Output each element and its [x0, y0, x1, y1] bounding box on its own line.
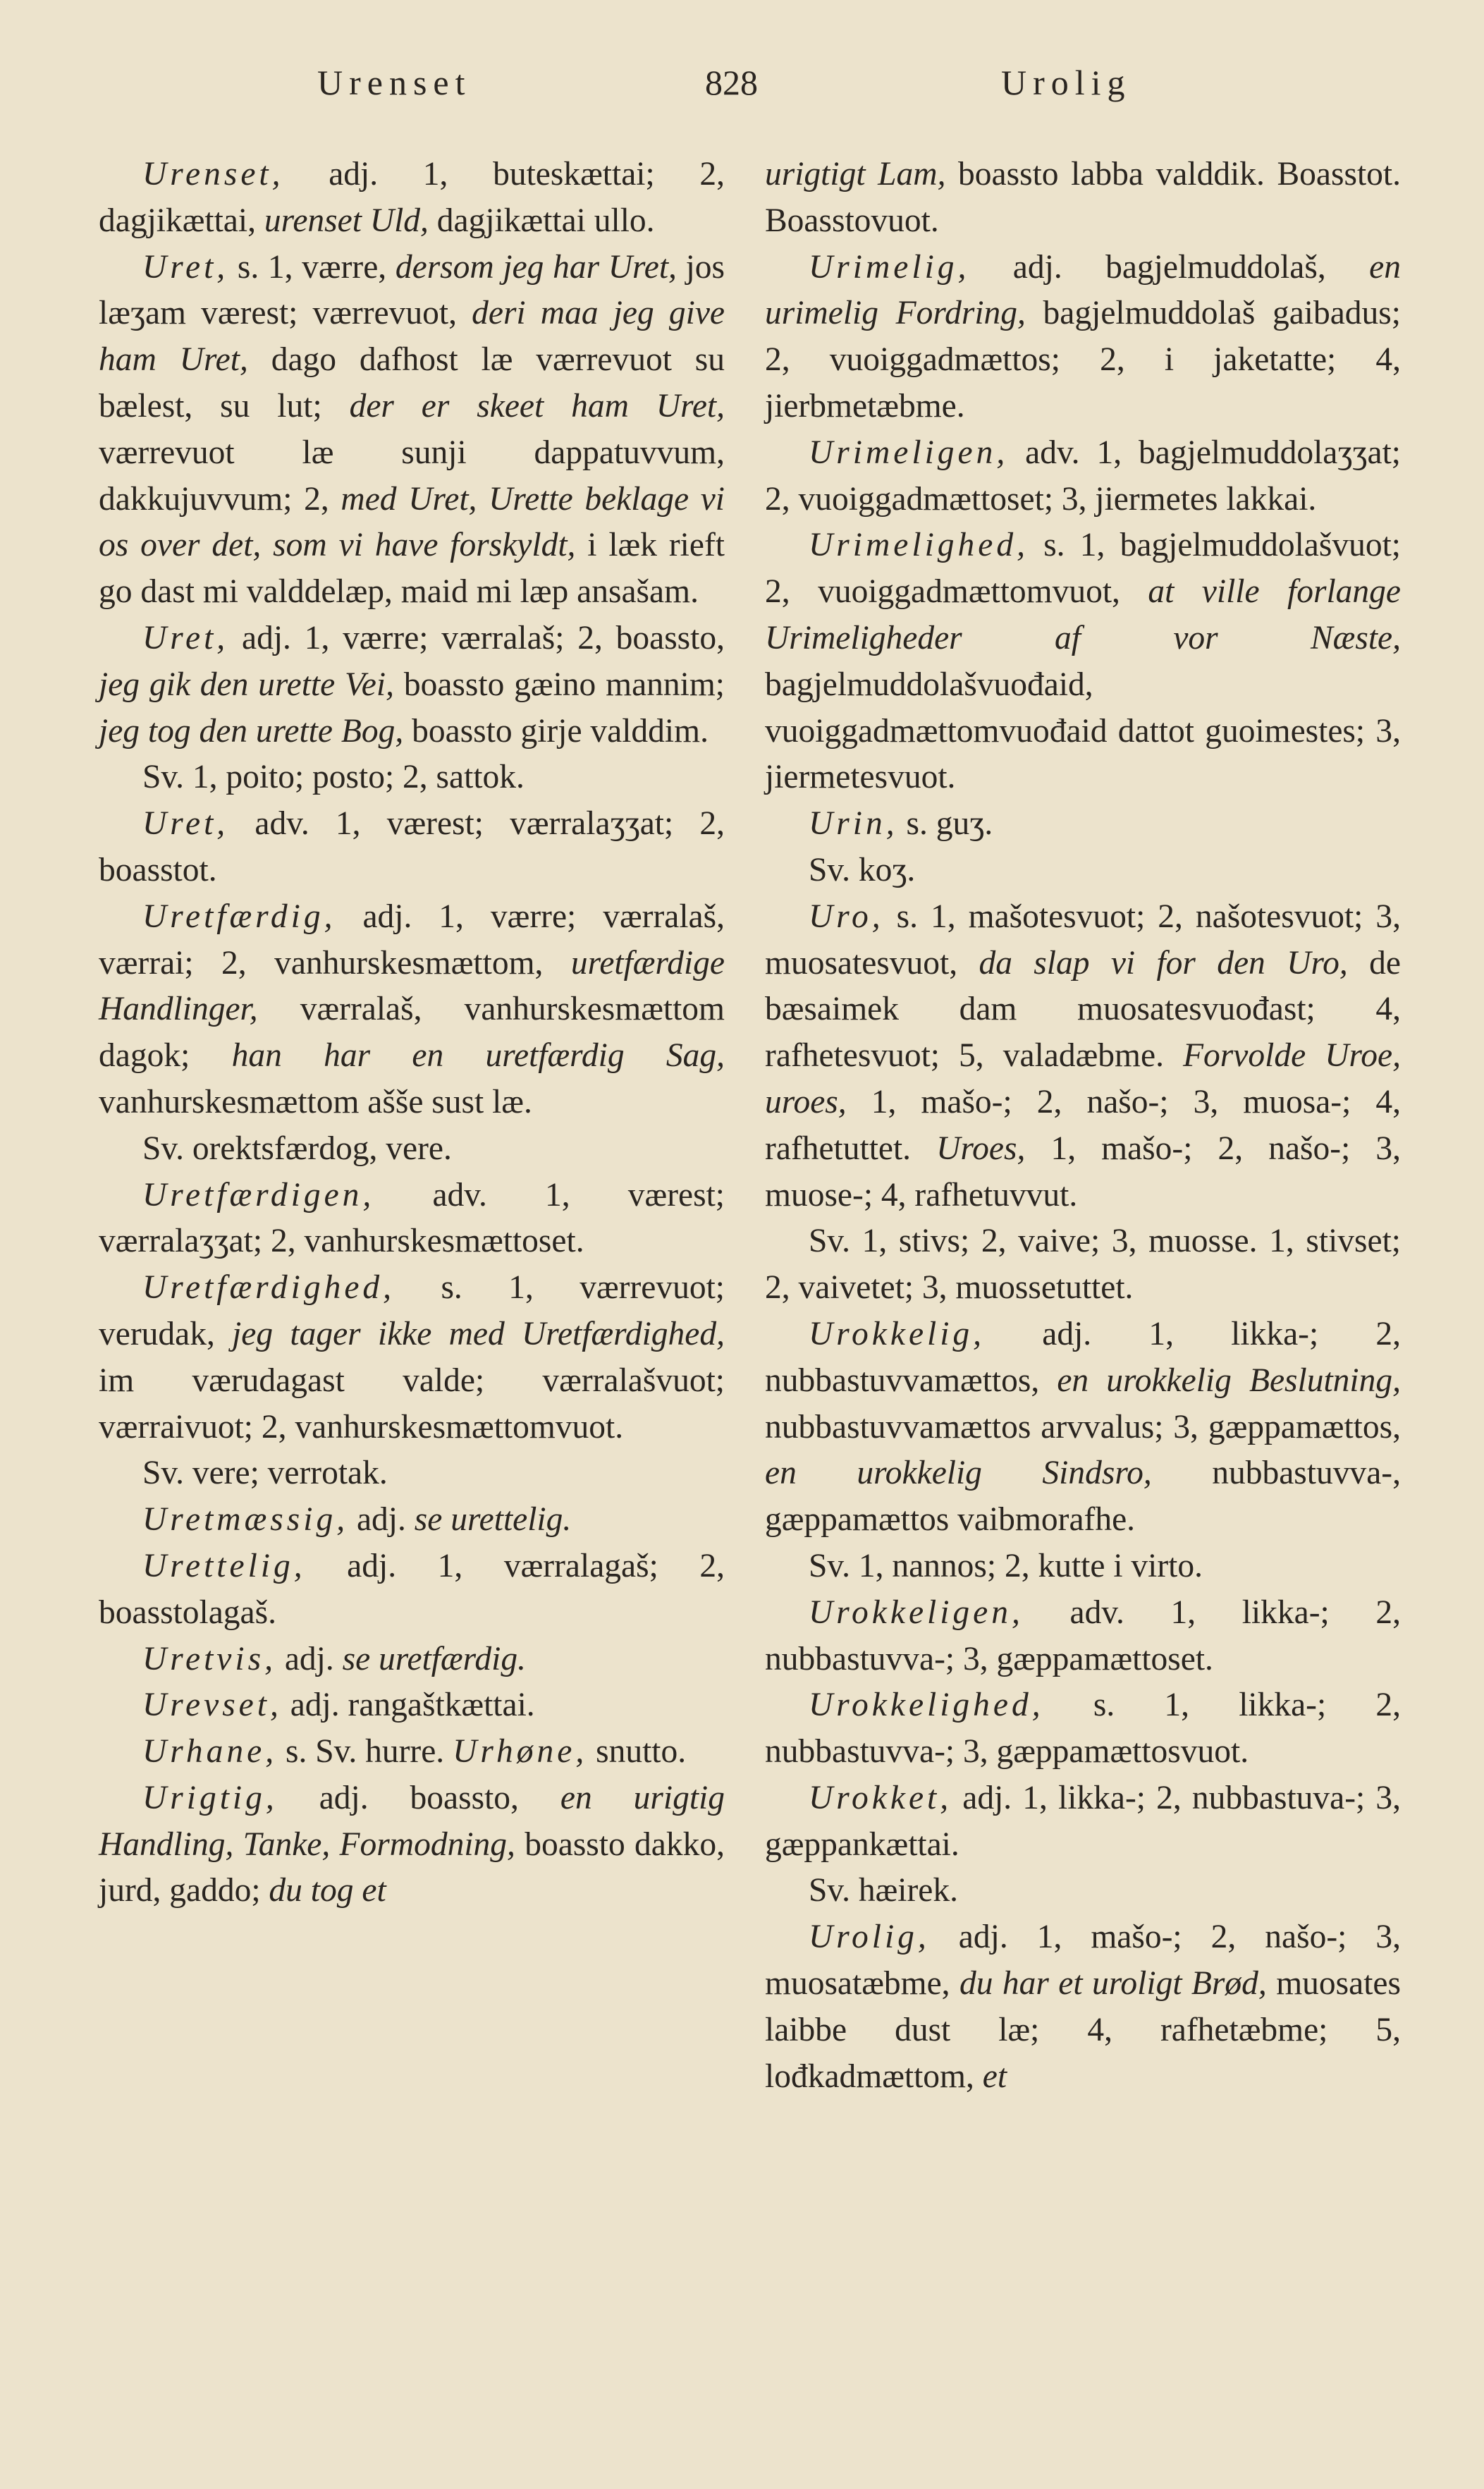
example-phrase: da slap vi for den Uro,: [979, 944, 1348, 981]
left-column: [99, 152, 725, 1914]
dictionary-entry: [765, 1218, 1401, 1311]
dictionary-entry: [99, 1682, 725, 1729]
example-phrase: at ville forlange Urimeligheder af vor Næste,: [765, 573, 1401, 656]
headword: Uret,: [142, 805, 229, 843]
entry-text: værralaš, vanhurskesmættom dagok;: [99, 991, 725, 1075]
entry-text: adj. 1, mašo-; 2, našo-; 3, muosatæbme,: [765, 1919, 1401, 2002]
dictionary-entry: [99, 1637, 725, 1683]
entry-text: adv. 1, likka-; 2, nubbastuvva-; 3, gæppamættoset.: [765, 1594, 1401, 1677]
example-phrase: se urettelig.: [414, 1501, 572, 1539]
headword: Urokket,: [809, 1779, 952, 1816]
example-phrase: Forvolde Uroe, uroes,: [765, 1037, 1401, 1120]
dictionary-entry: [765, 894, 1401, 1219]
example-phrase: jeg gik den urette Vei,: [99, 666, 394, 703]
dictionary-entry: [99, 1497, 725, 1543]
dictionary-entry: [99, 1543, 725, 1637]
dictionary-entry: [99, 616, 725, 754]
entry-text: vanhurskesmættom ašše sust læ.: [99, 1083, 532, 1120]
entry-text: nubbastuvva-, gæppamættos vaibmorafhe.: [765, 1455, 1401, 1539]
example-phrase: med Uret, Urette beklage vi os over det, som vi have forskyldt,: [99, 480, 725, 564]
example-phrase: der er skeet ham Uret,: [349, 387, 725, 424]
dictionary-entry: [99, 801, 725, 894]
entry-text: s. 1, mašotesvuot; 2, našotesvuot; 3, muosatesvuot,: [765, 898, 1401, 981]
example-phrase: en urigtig Handling, Tanke, Formodning,: [99, 1779, 725, 1863]
headword: Urokkelighed,: [809, 1687, 1044, 1724]
entry-text: bagjelmuddolaš gaibadus; 2, vuoiggadmættos; 2, i jaketatte; 4, jierbmetæbme.: [765, 295, 1401, 424]
entry-text: nubbastuvvamættos arvvalus; 3, gæppamættos,: [765, 1408, 1401, 1445]
headword: Uretfærdig,: [142, 898, 336, 935]
example-phrase: Uroes,: [936, 1130, 1026, 1167]
dictionary-entry: [765, 1775, 1401, 1869]
headword: Uret,: [142, 248, 229, 286]
example-phrase: se uretfærdig.: [342, 1640, 526, 1677]
dictionary-entry: [765, 522, 1401, 801]
right-column: [765, 152, 1401, 2100]
header-right-word: Urolig: [1001, 63, 1132, 102]
dictionary-entry: [765, 848, 1401, 894]
entry-text: adj. 1, værralagaš; 2, boasstolagaš.: [99, 1547, 725, 1631]
headword: Uretfærdighed,: [142, 1269, 395, 1307]
entry-text: de bæsaimek dam muosatesvuođast; 4, rafhetesvuot; 5, valadæbme.: [765, 944, 1401, 1075]
dictionary-entry: [765, 1682, 1401, 1775]
example-phrase: deri maa jeg give ham Uret,: [99, 295, 725, 379]
entry-text: muosates laibbe dust læ; 4, rafhetæbme; 5, lođkadmættom,: [765, 1965, 1401, 2095]
dictionary-entry: [99, 152, 725, 245]
page-number: 828: [705, 63, 758, 102]
dictionary-entry: [99, 754, 725, 801]
headword: Urin,: [809, 805, 898, 843]
example-phrase: en urokkelig Beslutning,: [1057, 1362, 1402, 1399]
entry-text: boassto girje valddim.: [403, 712, 709, 750]
entry-text: s. 1, værre,: [228, 248, 395, 286]
entry-text: dago dafhost læ værrevuot su bælest, su lut;: [99, 341, 725, 424]
example-phrase: dersom jeg har Uret,: [395, 248, 677, 286]
entry-text: snutto.: [587, 1733, 687, 1771]
entry-text: værrevuot læ sunji dappatuvvum, dakkujuvvum; 2,: [99, 434, 725, 518]
example-phrase: jeg tager ikke med Uretfærdighed,: [232, 1315, 725, 1352]
entry-text: adv. 1, værest; værralaʒʒat; 2, boasstot.: [99, 805, 725, 888]
example-phrase: han har en uretfærdig Sag,: [231, 1037, 725, 1075]
headword: Uretvis,: [142, 1640, 276, 1677]
headword: Urimeligen,: [809, 434, 1009, 471]
dictionary-entry: [765, 1590, 1401, 1683]
entry-text: adj.: [276, 1640, 343, 1677]
entry-text: adj. 1, værre; værralaš; 2, boassto,: [228, 619, 725, 656]
entry-text: Sv. koʒ.: [809, 851, 916, 888]
entry-text: adj. 1, likka-; 2, nubbastuvvamættos,: [765, 1315, 1401, 1399]
header-left-word: Urenset: [317, 63, 472, 102]
entry-text: Sv. hæirek.: [809, 1872, 958, 1909]
headword: Urhane,: [142, 1733, 278, 1771]
entry-text: s. guʒ.: [897, 805, 993, 843]
entry-text: adj. 1, likka-; 2, nubbastuva-; 3, gæppankættai.: [765, 1779, 1401, 1863]
entry-text: 1, mašo-; 2, našo-; 3, muosa-; 4, rafhetuttet.: [765, 1083, 1401, 1167]
example-phrase: en urimelig Fordring,: [765, 248, 1401, 332]
entry-text: boassto labba valddik. Boasstot. Boasstovuot.: [765, 156, 1401, 239]
dictionary-entry: [765, 1543, 1401, 1590]
headword: Urokkelig,: [809, 1315, 986, 1352]
entry-text: adj. rangaštkættai.: [281, 1687, 535, 1724]
dictionary-entry: [765, 1914, 1401, 2100]
example-phrase: urigtigt Lam,: [765, 156, 946, 192]
headword: Uret,: [142, 619, 229, 656]
entry-text: Sv. 1, nannos; 2, kutte i virto.: [809, 1547, 1203, 1584]
entry-text: boassto dakko, jurd, gaddo;: [99, 1826, 725, 1909]
headword: Urenset,: [142, 156, 284, 192]
dictionary-entry: [99, 245, 725, 616]
entry-text: i læk rieft go dast mi valddelæp, maid mi læp ansašam.: [99, 527, 725, 611]
entry-text: s. Sv. hurre.: [277, 1733, 453, 1771]
entry-text: jos læʒam værest; værrevuot,: [99, 248, 725, 332]
dictionary-entry: [765, 245, 1401, 430]
entry-text: boassto gæino mannim;: [393, 666, 725, 703]
dictionary-entry: [99, 1126, 725, 1173]
dictionary-entry: [765, 430, 1401, 523]
running-header: [106, 62, 1396, 118]
entry-text: adj. bagjelmuddolaš,: [969, 248, 1370, 286]
entry-text: adj. 1, buteskættai; 2, dagjikættai,: [99, 156, 725, 239]
example-phrase: urenset Uld,: [264, 202, 429, 239]
entry-text: Sv. 1, poito; posto; 2, sattok.: [142, 759, 525, 796]
headword: Urolig,: [809, 1919, 930, 1956]
entry-text: 1, mašo-; 2, našo-; 3, muose-; 4, rafhetuvvut.: [765, 1130, 1401, 1213]
dictionary-entry: [99, 1450, 725, 1497]
entry-text: adj. boassto,: [277, 1779, 560, 1816]
example-phrase: et: [982, 2057, 1007, 2095]
headword: Urigtig,: [142, 1779, 278, 1816]
headword: Urhøne,: [453, 1733, 588, 1771]
headword: Urevset,: [142, 1687, 282, 1724]
entry-text: adv. 1, bagjelmuddolaʒʒat; 2, vuoiggadmættoset; 3, jiermetes lakkai.: [765, 434, 1401, 518]
entry-text: s. 1, værrevuot; verudak,: [99, 1269, 725, 1352]
entry-text: adv. 1, værest; værralaʒʒat; 2, vanhurskesmættoset.: [99, 1176, 725, 1260]
entry-text: im værudagast valde; værralašvuot; værraivuot; 2, vanhurskesmættomvuot.: [99, 1362, 725, 1445]
entry-text: s. 1, likka-; 2, nubbastuvva-; 3, gæppamættosvuot.: [765, 1687, 1401, 1771]
example-phrase: en urokkelig Sindsro,: [765, 1455, 1152, 1492]
headword: Uretmæssig,: [142, 1501, 349, 1539]
dictionary-entry: [99, 894, 725, 1126]
dictionary-entry: [99, 1265, 725, 1450]
dictionary-entry: [99, 1729, 725, 1775]
example-phrase: du tog et: [269, 1872, 386, 1909]
entry-text: Sv. vere; verrotak.: [142, 1455, 388, 1492]
example-phrase: jeg tog den urette Bog,: [99, 712, 404, 750]
dictionary-entry: [99, 1775, 725, 1914]
headword: Uretfærdigen,: [142, 1176, 375, 1213]
headword: Urimelig,: [809, 248, 970, 286]
entry-text: adj.: [348, 1501, 415, 1539]
dictionary-entry: [765, 1311, 1401, 1543]
headword: Uro,: [809, 898, 884, 935]
entry-text: Sv. 1, stivs; 2, vaive; 3, muosse. 1, stivset; 2, vaivetet; 3, muossetuttet.: [765, 1223, 1401, 1307]
entry-text: Sv. orektsfærdog, vere.: [142, 1130, 452, 1167]
dictionary-entry: [765, 801, 1401, 848]
headword: Urimelighed,: [809, 527, 1029, 564]
headword: Urokkeligen,: [809, 1594, 1024, 1631]
dictionary-entry: [765, 152, 1401, 245]
example-phrase: du har et uroligt Brød,: [959, 1965, 1267, 2002]
dictionary-entry: [99, 1173, 725, 1266]
example-phrase: uretfærdige Handlinger,: [99, 944, 725, 1028]
entry-text: bagjelmuddolašvuođaid, vuoiggadmættomvuođaid dattot guoimestes; 3, jiermetesvuot.: [765, 666, 1401, 796]
entry-text: s. 1, bagjelmuddolašvuot; 2, vuoiggadmættomvuot,: [765, 527, 1401, 611]
dictionary-entry: [765, 1868, 1401, 1914]
headword: Urettelig,: [142, 1547, 306, 1584]
entry-text: dagjikættai ullo.: [428, 202, 655, 239]
entry-text: adj. 1, værre; værralaš, værrai; 2, vanhurskesmættom,: [99, 898, 725, 981]
